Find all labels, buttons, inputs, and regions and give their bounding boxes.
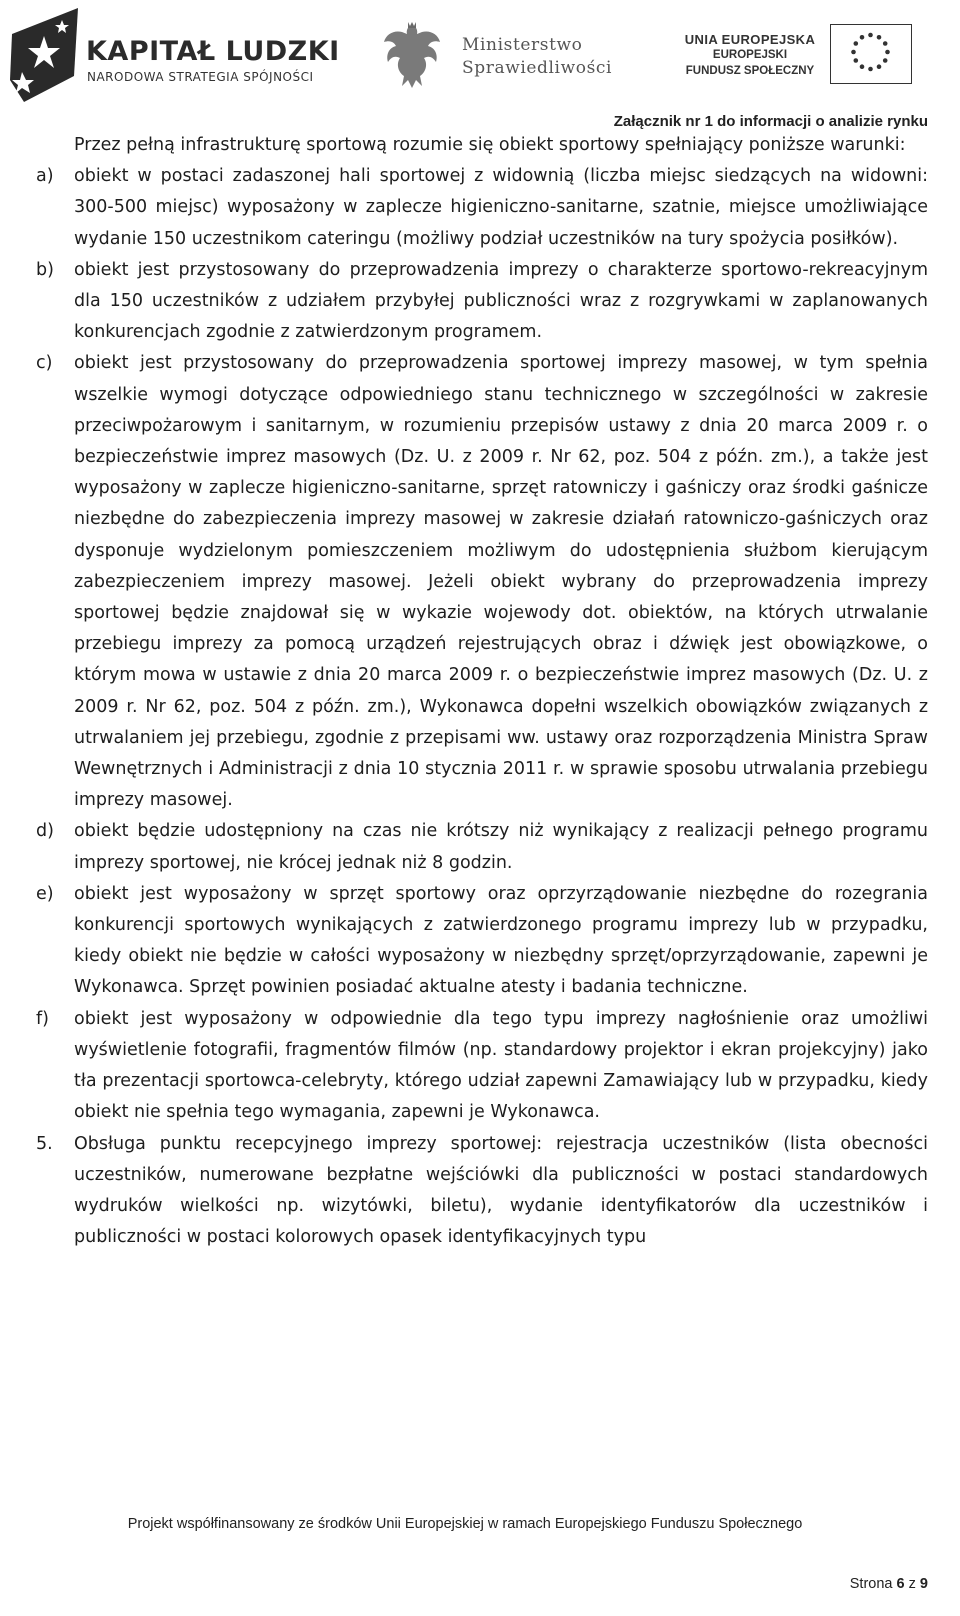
eu-fund-text (675, 32, 825, 79)
list-item-text: obiekt jest przystosowany do przeprowadzenia imprezy o charakterze sportowo-rekreacyjnym dla 150 uczestników z udziałem przybyłej publiczności wraz z rozgrywkami w zaplanowanych konkurencjach zgodnie z zatwierdzonym programem. (74, 259, 928, 343)
list-item-text: obiekt będzie udostępniony na czas nie krótszy niż wynikający z realizacji pełnego programu imprezy sportowej, nie krócej jednak niż 8 godzin. (74, 821, 928, 873)
eu-fund-line2: FUNDUSZ SPOŁECZNY (685, 65, 815, 77)
cofinancing-note: Projekt współfinansowany ze środków Unii Europejskiej w ramach Europejskiego Funduszu Społecznego (127, 1516, 803, 1532)
list-marker: e) (36, 883, 54, 904)
list-item-text: obiekt jest przystosowany do przeprowadzenia sportowej imprezy masowej, w tym spełnia wszelkie wymogi dotyczące odpowiedniego stanu technicznego w szczególności w zakresie przeciwpożarowym i sanitarnym, w rozumieniu przepisów ustawy z dnia 20 marca 2009 r. o bezpieczeństwie imprez masowych (Dz. U. z 2009 r. Nr 62, poz. 504 z późn. zm.), a także jest wyposażony w zaplecze higieniczno-sanitarne, sprzęt ratowniczy i gaśniczy oraz środki gaśnicze niezbędne do zabezpieczenia imprezy masowej w zakresie działań ratowniczo-gaśniczych oraz dysponuje wydzielonym pomieszczeniem możliwym do udostępnienia służbom kierującym zabezpieczeniem imprezy masowej. Jeżeli obiekt wybrany do przeprowadzenia imprezy sportowej będzie znajdował się w wykazie wojewody dot. obiektów, na których utrwalanie przebiegu imprezy za pomocą urządzeń rejestrujących obraz i dźwięk jest obowiązkowe, o którym mowa w ustawie z dnia 20 marca 2009 r. o bezpieczeństwie imprez masowych (Dz. U. z 2009 r. Nr 62, poz. 504 z późn. zm.), Wykonawca dopełni wszelkich obowiązków związanych z utrwalaniem jej przebiegu, zgodnie z przepisami ww. ustawy oraz rozporządzenia Ministra Spraw Wewnętrznych i Administracji z dnia 10 stycznia 2011 r. w sprawie sposobu utrwalania przebiegu imprezy masowej. (74, 353, 928, 811)
list-marker: c) (36, 353, 53, 374)
list-item (36, 879, 928, 1004)
list-item (36, 255, 928, 349)
kapital-ludzki-star-logo (8, 6, 84, 106)
ministry-name-line1: Ministerstwo (462, 35, 583, 55)
list-item (36, 348, 928, 816)
list-marker: f) (36, 1008, 49, 1029)
list-item (36, 816, 928, 878)
list-item-text: obiekt jest wyposażony w odpowiednie dla tego typu imprezy nagłośnienie oraz umożliwi wyświetlenie fotografii, fragmentów filmów (np. standardowy projektor i ekran projekcyjny) jako tła prezentacji sportowca-celebryty, którego udział zapewni Zamawiający lub w przypadku, kiedy obiekt nie spełnia tego wymagania, zapewni je Wykonawca. (74, 1008, 928, 1123)
page-label: Strona (849, 1576, 893, 1592)
list-marker: b) (36, 259, 54, 280)
polish-eagle-emblem (380, 20, 444, 92)
intro-paragraph: Przez pełną infrastrukturę sportową rozumie się obiekt sportowy spełniający poniższe warunki: (74, 135, 906, 155)
list-item (36, 1004, 928, 1129)
attachment-label: Załącznik nr 1 do informacji o analizie rynku (613, 113, 928, 130)
document-body (36, 130, 928, 1253)
page-current: 6 (896, 1576, 905, 1592)
numbered-item (36, 1129, 928, 1254)
list-item-text: obiekt w postaci zadaszonej hali sportowej z widownią (liczba miejsc siedzących na widowni: 300-500 miejsc) wyposażony w zaplecze higieniczno-sanitarne, szatnie, miejsce umożliwiające wydanie 150 uczestnikom cateringu (możliwy podział uczestników na tury spożycia posiłków). (74, 166, 928, 249)
page-total: 9 (919, 1576, 928, 1592)
eu-stars-icon (831, 25, 910, 82)
header-logos (0, 0, 960, 115)
list-item-text: Obsługa punktu recepcyjnego imprezy sportowej: rejestracja uczestników (lista obecności uczestników, numerowane bezpłatne wejściówki dla publiczności w postaci standardowych wydruków wielkości np. wizytówki, biletu), wydanie identyfikatorów dla uczestników i publiczności w postaci kolorowych opasek identyfikacyjnych typu (74, 1133, 928, 1248)
eu-fund-line1: EUROPEJSKI (712, 49, 788, 61)
page-separator: z (908, 1576, 916, 1592)
eu-flag-icon (830, 24, 912, 84)
list-item-text: obiekt jest wyposażony w sprzęt sportowy oraz oprzyrządowanie niezbędne do rozegrania konkurencji sportowych wynikających z zatwierdzonego programu imprezy lub w przypadku, kiedy obiekt nie będzie w całości wyposażony w niezbędny sprzęt/oprzyrządowanie, zapewni je Wykonawca. Sprzęt powinien posiadać aktualne atesty i badania techniczne. (74, 883, 928, 998)
list-marker: 5. (36, 1133, 53, 1154)
list-item (36, 161, 928, 255)
list-marker: d) (36, 821, 54, 842)
list-marker: a) (36, 166, 54, 187)
kapital-ludzki-title: KAPITAŁ LUDZKI (86, 36, 340, 67)
eu-name: UNIA EUROPEJSKA (684, 32, 816, 47)
ministry-name-line2: Sprawiedliwości (462, 58, 613, 78)
ministry-name (462, 34, 612, 80)
kapital-ludzki-subtitle: NARODOWA STRATEGIA SPÓJNOŚCI (87, 70, 314, 84)
page-number (850, 1576, 928, 1592)
